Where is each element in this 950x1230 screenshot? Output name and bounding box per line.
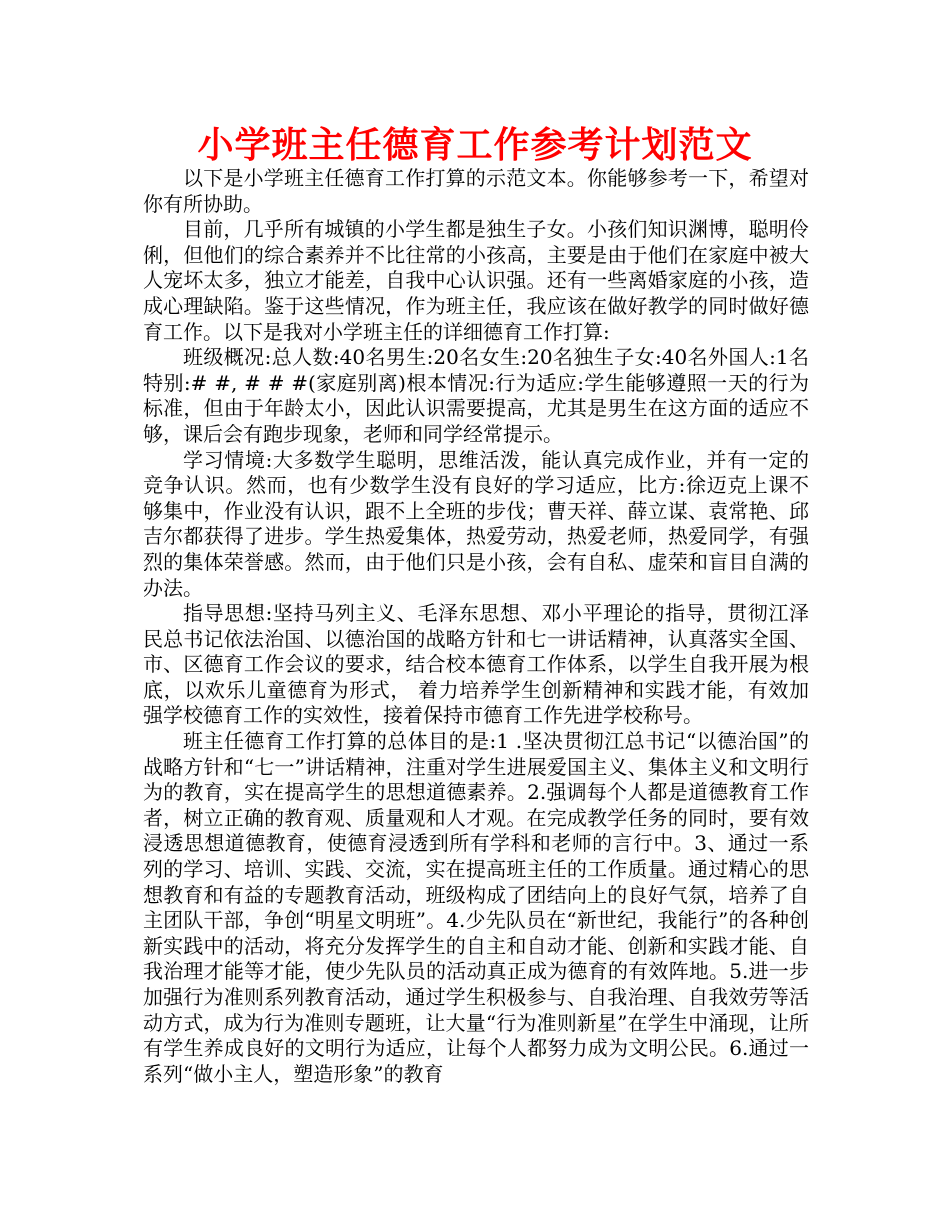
paragraph-overall-goals: 班主任德育工作打算的总体目的是:1 .坚决贯彻江总书记“以德治国”的战略方针和“七一”讲话精神，注重对学生进展爱国主义、集体主义和文明行为的教育，实在提高学生的思想道德素养。2.强调每个人都是道德教育工作者，树立正确的教育观、质量观和人才观。在完成教学任务的同时，要有效浸透思想道德教育，使德育浸透到所有学科和老师的言行中。3、通过一系列的学习、培训、实践、交流，实在提高班主任的工作质量。通过精心的思想教育和有益的专题教育活动，班级构成了团结向上的良好气氛，培养了自主团队干部，争创“明星文明班”。4.少先队员在“新世纪，我能行”的各种创新实践中的活动，将充分发挥学生的自主和自动才能、创新和实践才能、自我治理才能等才能，使少先队员的活动真正成为德育的有效阵地。5.进一步加强行为准则系列教育活动，通过学生积极参与、自我治理、自我效劳等活动方式，成为行为准则专题班，让大量“行为准则新星”在学生中涌现，让所有学生养成良好的文明行为适应，让每个人都努力成为文明公民。6.通过一系列“做小主人，塑造形象”的教育	[143, 729, 809, 1086]
paragraph-background: 目前，几乎所有城镇的小学生都是独生子女。小孩们知识渊博，聪明伶俐，但他们的综合素养并不比往常的小孩高，主要是由于他们在家庭中被大人宠坏太多，独立才能差，自我中心认识强。还有一些离婚家庭的小孩，造成心理缺陷。鉴于这些情况，作为班主任，我应该在做好教学的同时做好德育工作。以下是我对小学班主任的详细德育工作打算:	[143, 217, 809, 344]
paragraph-intro: 以下是小学班主任德育工作打算的示范文本。你能够参考一下，希望对你有所协助。	[143, 166, 809, 216]
paragraph-class-overview: 班级概况:总人数:40名男生:20名女生:20名独生子女:40名外国人:1名特别:# #, # # #(家庭别离)根本情况:行为适应:学生能够遵照一天的行为标准，但由于年龄太小，因此认识需要提高，尤其是男生在这方面的适应不够，课后会有跑步现象，老师和同学经常提示。	[143, 345, 809, 446]
paragraph-learning-situation: 学习情境:大多数学生聪明，思维活泼，能认真完成作业，并有一定的竞争认识。然而，也有少数学生没有良好的学习适应，比方:徐迈克上课不够集中，作业没有认识，跟不上全班的步伐；曹天祥、薛立谋、袁常艳、邱吉尔都获得了进步。学生热爱集体，热爱劳动，热爱老师，热爱同学，有强烈的集体荣誉感。然而，由于他们只是小孩，会有自私、虚荣和盲目自满的办法。	[143, 447, 809, 600]
paragraph-guiding-ideology: 指导思想:坚持马列主义、毛泽东思想、邓小平理论的指导，贯彻江泽民总书记依法治国、以德治国的战略方针和七一讲话精神，认真落实全国、市、区德育工作会议的要求，结合校本德育工作体系，以学生自我开展为根底，以欢乐儿童德育为形式， 着力培养学生创新精神和实践才能，有效加强学校德育工作的实效性，接着保持市德育工作先进学校称号。	[143, 601, 809, 728]
document-title: 小学班主任德育工作参考计划范文	[197, 125, 753, 166]
document-body	[143, 166, 809, 1087]
